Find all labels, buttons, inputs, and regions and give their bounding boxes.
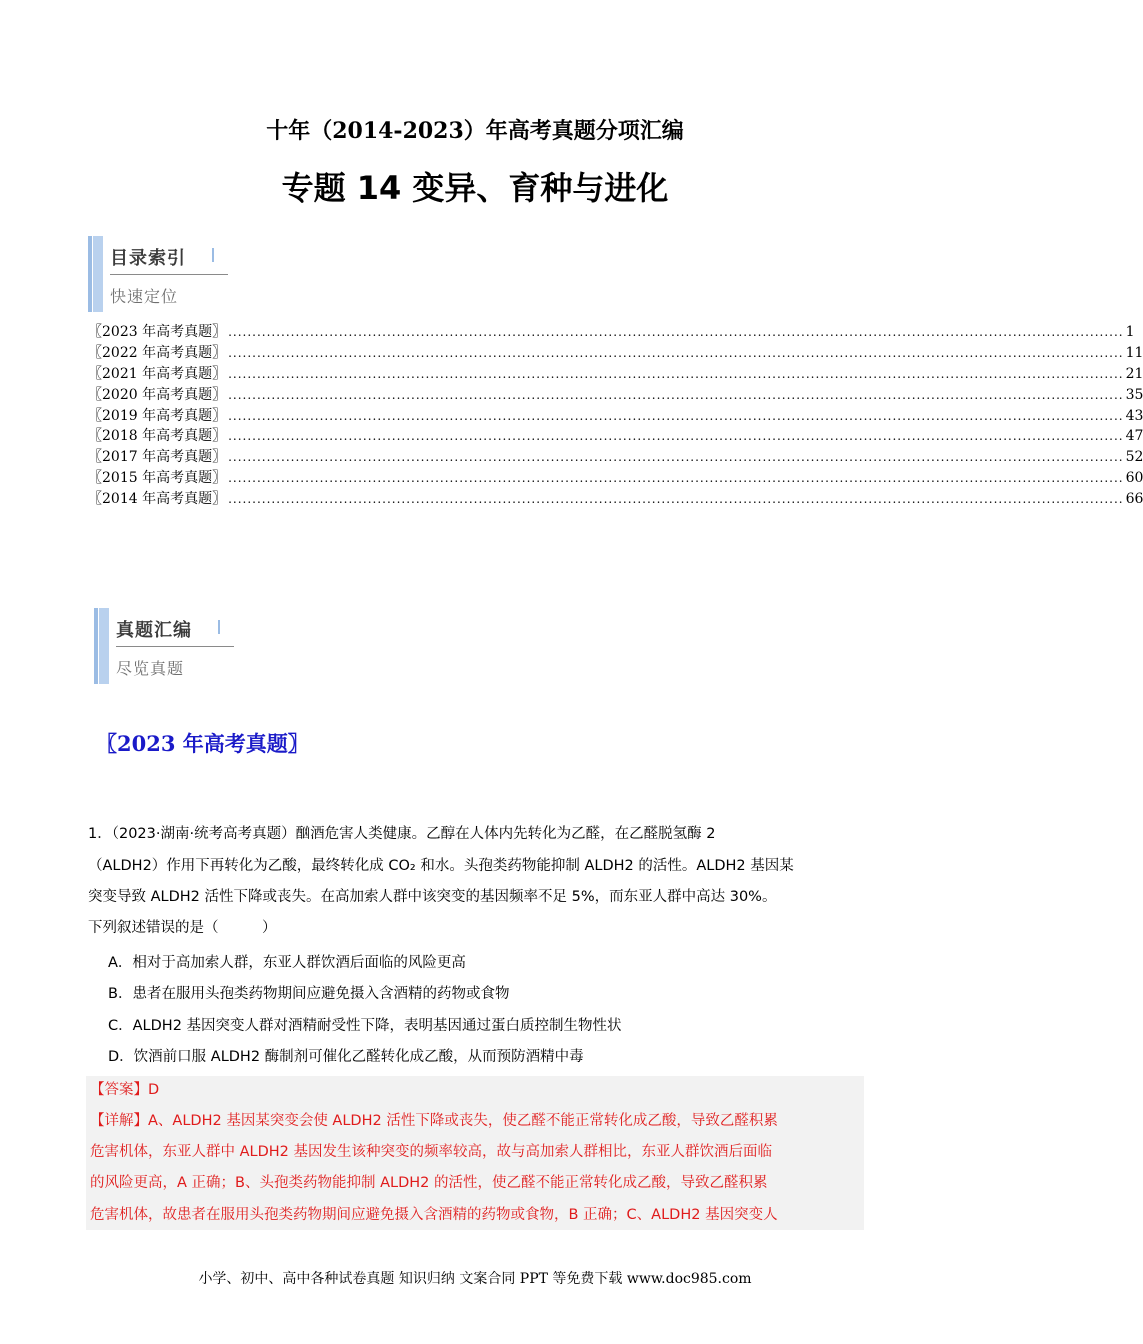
toc-entry-2022[interactable] xyxy=(88,343,1143,364)
option-b: B．患者在服用头孢类药物期间应避免摄入含酒精的药物或食物 xyxy=(108,986,510,1002)
table-of-contents xyxy=(88,322,1143,510)
toc-entry-page: 52 xyxy=(1125,449,1143,466)
toc-entry-page: 43 xyxy=(1125,407,1143,424)
question-line: 突变导致 ALDH2 活性下降或丧失。在高加索人群中该突变的基因频率不足 5%，而东亚人群中高达 30%。 xyxy=(88,889,777,905)
toc-entry-label: 〖2015 年高考真题〗 xyxy=(88,470,227,487)
toc-entry-2023[interactable] xyxy=(88,322,1135,343)
toc-entry-2019[interactable] xyxy=(88,406,1143,427)
explanation-line: 危害机体，东亚人群中 ALDH2 基因发生该种突变的频率较高，故与高加索人群相比，东亚人群饮酒后面临 xyxy=(90,1144,773,1160)
toc-entry-label: 〖2017 年高考真题〗 xyxy=(88,449,227,466)
toc-entry-label: 〖2014 年高考真题〗 xyxy=(88,491,227,508)
toc-leader: .......................................................................................................................................................................................... xyxy=(228,429,1124,444)
toc-leader: .......................................................................................................................................................................................... xyxy=(228,408,1124,423)
toc-entry-page: 21 xyxy=(1125,365,1143,382)
toc-leader: .......................................................................................................................................................................................... xyxy=(228,325,1124,339)
page-footer: 小学、初中、高中各种试卷真题 知识归纳 文案合同 PPT 等免费下载 www.doc985.com xyxy=(198,1271,752,1287)
toc-entry-page: 66 xyxy=(1125,491,1143,508)
toc-entry-label: 〖2018 年高考真题〗 xyxy=(88,428,227,445)
badge-tick xyxy=(212,248,214,262)
badge-bar-light xyxy=(99,608,109,684)
badge-tick xyxy=(218,620,220,634)
question-line: 下列叙述错误的是（ ） xyxy=(88,920,277,936)
explanation-line: 【详解】A、ALDH2 基因某突变会使 ALDH2 活性下降或丧失，使乙醛不能正常转化成乙酸，导致乙醛积累 xyxy=(90,1113,778,1129)
option-c: C．ALDH2 基因突变人群对酒精耐受性下降，表明基因通过蛋白质控制生物性状 xyxy=(108,1018,622,1034)
question-line: 1．（2023·湖南·统考高考真题）酗酒危害人类健康。乙醇在人体内先转化为乙醛，在乙醛脱氢酶 2 xyxy=(88,826,716,842)
toc-entry-2020[interactable] xyxy=(88,385,1143,406)
toc-entry-2014[interactable] xyxy=(88,489,1143,510)
option-d: D．饮酒前口服 ALDH2 酶制剂可催化乙醛转化成乙酸，从而预防酒精中毒 xyxy=(108,1049,584,1065)
toc-entry-label: 〖2020 年高考真题〗 xyxy=(88,386,227,403)
toc-entry-page: 35 xyxy=(1125,386,1143,403)
badge-divider xyxy=(110,274,228,275)
toc-entry-2015[interactable] xyxy=(88,468,1143,489)
section-badge-title: 真题汇编 xyxy=(116,620,192,641)
explanation-line: 危害机体，故患者在服用头孢类药物期间应避免摄入含酒精的药物或食物，B 正确；C、ALDH2 基因突变人 xyxy=(90,1207,778,1223)
section-badge-subtitle: 尽览真题 xyxy=(116,659,185,678)
explanation-line: 的风险更高，A 正确；B、头孢类药物能抑制 ALDH2 的活性，使乙醛不能正常转化成乙酸，导致乙醛积累 xyxy=(90,1175,768,1191)
option-a: A．相对于高加索人群，东亚人群饮酒后面临的风险更高 xyxy=(108,955,466,971)
toc-badge-subtitle: 快速定位 xyxy=(110,287,179,306)
document-subtitle: 十年（2014-2023）年高考真题分项汇编 xyxy=(266,118,684,144)
question-line: （ALDH2）作用下再转化为乙酸，最终转化成 CO₂ 和水。头孢类药物能抑制 ALDH2 的活性。ALDH2 基因某 xyxy=(88,858,794,874)
badge-bar-light xyxy=(93,236,103,312)
section-badge xyxy=(94,608,254,684)
toc-leader: .......................................................................................................................................................................................... xyxy=(228,450,1124,465)
toc-entry-label: 〖2023 年高考真题〗 xyxy=(88,324,227,340)
toc-badge-title: 目录索引 xyxy=(110,248,186,269)
badge-divider xyxy=(116,646,234,647)
badge-bar xyxy=(88,236,92,312)
toc-leader: .......................................................................................................................................................................................... xyxy=(228,387,1124,402)
toc-entry-2021[interactable] xyxy=(88,364,1143,385)
toc-entry-label: 〖2019 年高考真题〗 xyxy=(88,407,227,424)
toc-entry-2018[interactable] xyxy=(88,426,1143,447)
toc-leader: .......................................................................................................................................................................................... xyxy=(228,471,1124,486)
document-title: 专题 14 变异、育种与进化 xyxy=(281,169,669,207)
toc-leader: .......................................................................................................................................................................................... xyxy=(228,366,1124,381)
answer-line: 【答案】D xyxy=(90,1082,160,1098)
toc-entry-page: 1 xyxy=(1125,324,1135,340)
toc-entry-label: 〖2022 年高考真题〗 xyxy=(88,344,227,361)
badge-bar xyxy=(94,608,98,684)
toc-badge xyxy=(88,236,248,312)
toc-entry-page: 60 xyxy=(1125,470,1143,487)
toc-leader: .......................................................................................................................................................................................... xyxy=(228,345,1124,360)
toc-entry-page: 11 xyxy=(1125,344,1143,361)
toc-entry-2017[interactable] xyxy=(88,447,1143,468)
toc-entry-page: 47 xyxy=(1125,428,1143,445)
toc-entry-label: 〖2021 年高考真题〗 xyxy=(88,365,227,382)
toc-leader: .......................................................................................................................................................................................... xyxy=(228,492,1124,507)
year-heading: 〖2023 年高考真题〗 xyxy=(96,731,309,756)
